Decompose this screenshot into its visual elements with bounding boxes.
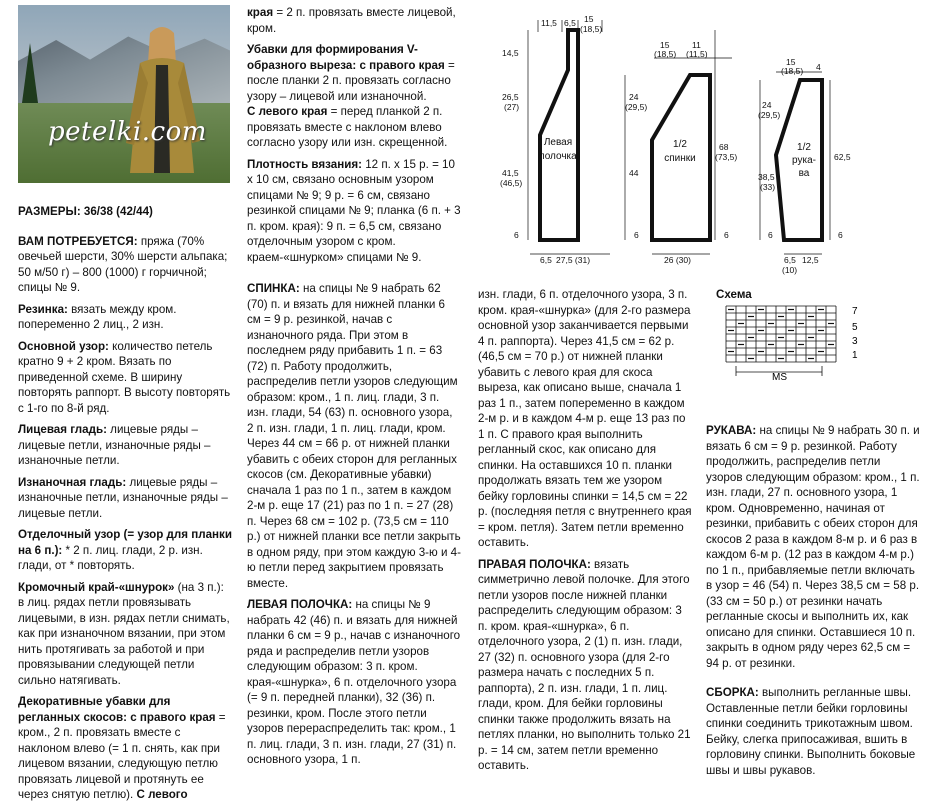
right-front-paragraph: ПРАВАЯ ПОЛОЧКА: вязать симметрично левой полочке. Для этого петли узоров после нижней планки распределить следующим образом: 3 п. кром. края-«шнурка», 6 п. отделочного узора, 2 (1) п. изн. глади, 27 (32) п. основного узора (для 2-го размера начать с последних 5 п. раппорта), 2 п. изн. глади, 1 п. лиц. глади, кром. Для бейки горловины спинки также продолжить вязать на петлях планки, но выполнить только 21 р. = 14 см, затем петли временно оставить. [478,557,691,772]
dim-18-5b: (18,5) [654,49,677,59]
dim-14-5: 14,5 [502,48,519,58]
v-neck-paragraph: Убавки для формирования V-образного выреза: с правого края = после планки 2 п. провязать согласно узору – лицевой или изнаночной. [247,43,455,103]
column-3 [478,287,692,780]
back-label-1: 1/2 [673,139,687,150]
assembly-paragraph: СБОРКА: выполнить регланные швы. Оставленные петли бейки горловины спинки соединить трикотажным швом. Бейку, слегка припосаживая, вшить в горловину спинки. Выполнить боковые швы и швы рукавов. [706,686,916,777]
decrease-paragraph: Декоративные убавки для регланных скосов: с правого края = кром., 2 п. провязать вместе с наклоном влево (= 1 п. снять, как при лицевом вязании, следующую петлю провязать лицевой и протянуть ее через снятую петлю). С левого [18,695,226,801]
dim-26: 26 (30) [664,255,691,265]
dim-11-5: 11,5 [541,18,557,28]
dim-46-5: (46,5) [500,178,523,188]
dim-27-5: 27,5 (31) [556,255,591,265]
edge-paragraph: Кромочный край-«шнурок» (на 3 п.): в лиц. рядах петли провязывать лицевыми, в изн. рядах петли снимать, как при изнаночном вязании, при этом нить протягивать за работой и при провязывании следующей петли сильно натягивать. [18,580,230,687]
dim-6c: 6 [724,230,729,240]
ms-label: MS [772,372,787,382]
woman-figure [118,23,210,183]
stockinette-paragraph: Лицевая гладь: лицевые ряды – лицевые петли, изнаночные ряды – изнаночные петли. [18,423,211,467]
column-2 [247,5,461,774]
chart-title: Схема [716,288,752,301]
dim-15b: 15 [660,40,670,50]
dim-26-5: 26,5 [502,92,519,102]
dim-41-5: 41,5 [502,168,519,178]
column-4 [706,423,920,784]
dim-6-5b: 6,5 [540,255,552,265]
dim-15a: 15 [584,14,594,24]
dim-24a: 24 [629,92,639,102]
main-pattern-paragraph: Основной узор: количество петель кратно 9 + 2 кром. Вязать по приведенной схеме. В ширину повторять раппорт. В высоту повторять с 1-го по 8-й ряд. [18,339,231,415]
dim-62-5: 62,5 [834,152,851,162]
dim-11a: 11 [692,40,701,50]
dim-29-5a: (29,5) [625,102,648,112]
dim-6a: 6 [514,230,519,240]
model-photo [18,5,230,183]
left-front-paragraph: ЛЕВАЯ ПОЛОЧКА: на спицы № 9 набрать 42 (46) п. и вязать для нижней планки 6 см = 9 р., начав с изнаночного ряда и распределив петли узоров следующим образом: 3 п. кром. края-«шнурка», 6 п. отделочного узора (= 9 п. передней планки), 32 (36) п. резинки, кром. После этого петли узоров перераспределить так: кром., 1 п. лиц. глади, 3 п. изн. глади, 27 (31) п. основного узора, 1 п. [247,598,461,766]
left-front-continued-paragraph: изн. глади, 6 п. отделочного узора, 3 п. кром. края-«шнурка» (для 2-го размера основной узор заканчивается первыми 4 п. раппорта). Через 41,5 см = 62 р. (46,5 см = 70 р.) от нижней планки убавить с левого края для скоса выреза, как описано выше, сначала 1 раз 1 п., затем попеременно в каждом 2-м р. и в каждом 4-м р. еще 13 раз по 1 п. С правого края выполнить регланный скос, как описано для спинки. На оставшихся 10 п. планки продолжать вязать тем же узором бейку горловины спинки = 14,5 см = 22 р. (последняя петля с внутреннего края = кром. петля). Затем петли временно оставить. [478,288,692,549]
reverse-stockinette-paragraph: Изнаночная гладь: лицевые ряды – изнаночные петли, изнаночные ряды – лицевые петли. [18,475,228,520]
row-label-5: 5 [852,322,858,333]
schematic-diagram [500,10,920,280]
dim-6f: 6 [838,230,843,240]
dim-24b: 24 [762,100,772,110]
left-edge-dec-paragraph: края = 2 п. провязать вместе лицевой, кром. [247,6,456,35]
dim-6-5a: 6,5 [564,18,576,28]
dim-29-5b: (29,5) [758,110,781,120]
column-1 [18,204,232,809]
sleeves-paragraph: РУКАВА: на спицы № 9 набрать 30 п. и вязать 6 см = 9 р. резинкой. Работу продолжить, распределив петли узоров следующим образом: кром., 1 п. изн. глади, 27 п. основного узора, 1 кром. Одновременно, начиная от резинки, прибавить с обеих сторон для скосов 2 раза в каждом 8-м р. и 6 раз в каждом 6-м р. (12 раз в каждом 4-м р.) по 1 п., прибавляемые петли включать в узор = 46 (54) п. Через 38,5 см = 58 р. (33 см = 50 р.) от резинки начать регланные скосы и выполнить их, как описано для спинки. Оставшиеся 10 п. закрыть в одном ряду через 62,5 см = 94 р. от резинки. [706,424,920,670]
gauge-paragraph: Плотность вязания: 12 п. х 15 р. = 10 х 10 см, связано основным узором спицами № 9; 9 р. = 6 см, связано резинкой спицами № 9; планка (6 п. + 3 п. кром. края): 9 п. = 6,5 см, связано отделочным узором с кром. краем-«шнурком» спицами № 9. [247,157,461,264]
front-label-2: полочка [539,151,577,162]
dim-6b: 6 [634,230,639,240]
dim-33: (33) [760,182,776,192]
row-label-3: 3 [852,336,858,347]
dim-27: (27) [504,102,520,112]
dim-10: (10) [782,265,798,275]
v-neck-left-paragraph: С левого края = перед планкой 2 п. провязать вместе с наклоном влево согласно узору или изн. скрещенной. [247,105,448,149]
finishing-pattern-paragraph: Отделочный узор (= узор для планки на 6 п.): * 2 п. лиц. глади, 2 р. изн. глади, от * повторять. [18,528,232,572]
sleeve-label-1: 1/2 [797,142,811,153]
watermark: petelki.com [48,117,207,147]
left-front-outline [540,30,578,240]
rib-paragraph: Резинка: вязать между кром. попеременно 2 лиц., 2 изн. [18,302,177,331]
row-label-1: 1 [852,350,858,361]
dim-11-5b: (11,5) [686,49,708,59]
dim-73-5: (73,5) [715,152,738,162]
dim-12-5: 12,5 [802,255,819,265]
front-label-1: Левая [543,137,573,148]
dim-18-5a: (18,5) [580,24,603,34]
dim-18-5c: (18,5) [781,66,804,76]
back-label-2: спинки [664,153,696,164]
back-paragraph: СПИНКА: на спицы № 9 набрать 62 (70) п. и вязать для нижней планки 6 см = 9 р. резинкой, начав с изнаночного ряда. При этом в последнем ряду прибавить 1 п. = 63 (72) п. Работу продолжить, распределив петли узоров следующим образом: кром., 1 п. лиц. глади, 3 п. изн. глади, 54 (63) п. основного узора, 2 п. изн. глади, 1 п. лиц. глади, кром. Через 44 см = 66 р. от нижней планки убавить с обеих сторон для регланных скосов (см. Декоративные убавки) сначала 1 раз по 1 п., затем в каждом 2-м р. еще 17 (21) раз по 1 п. = 27 (28) п. Через 68 см = 102 р. (73,5 см = 110 р.) от нижней планки все петли закрыть в одном ряду, при этом каждую 3-ю и 4-ю петли перед закрытием провязать вместе. [247,282,461,590]
dim-6e: 6 [768,230,773,240]
dim-68: 68 [719,142,729,152]
dim-44: 44 [629,168,639,178]
dim-38-5: 38,5 [758,172,775,182]
row-label-7: 7 [852,306,858,317]
dim-4: 4 [816,62,821,72]
sleeve-label-3: ва [798,168,810,179]
sizes-heading: РАЗМЕРЫ: 36/38 (42/44) [18,205,153,218]
sleeve-label-2: рука- [792,155,816,166]
dim-15c: 15 [786,57,796,67]
stitch-chart [716,302,866,382]
dim-6-5c: 6,5 [784,255,796,265]
materials-paragraph: ВАМ ПОТРЕБУЕТСЯ: пряжа (70% овечьей шерсти, 30% шерсти альпака; 50 м/50 г) – 800 (1000) г горчичной; спицы № 9. [18,234,228,294]
